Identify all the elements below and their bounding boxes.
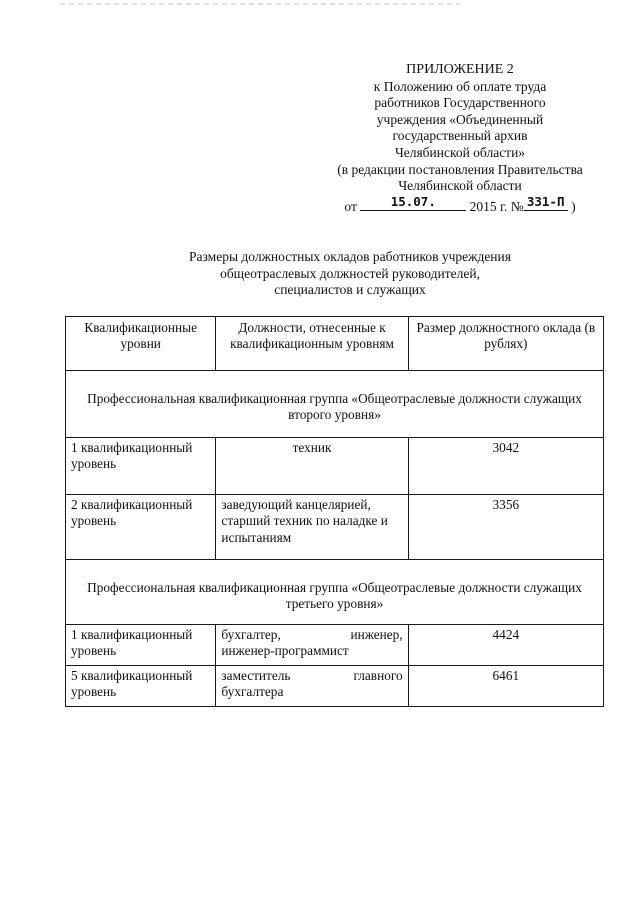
order-closing-paren: ) xyxy=(571,198,576,214)
positions-line xyxy=(221,668,402,684)
cell-positions xyxy=(216,666,408,707)
salary-table xyxy=(65,316,604,707)
scan-edge-artifact xyxy=(60,3,460,5)
group-title-row xyxy=(66,371,604,438)
cell-salary: 6461 xyxy=(408,666,603,707)
positions-line xyxy=(221,627,402,643)
heading-line: Размеры должностных окладов работников учреждения xyxy=(189,249,511,264)
order-date-stamp: 15.07. xyxy=(390,193,436,209)
position-word: главного xyxy=(353,668,403,683)
cell-positions: заведующий канцелярией, старший техник по наладке и испытаниям xyxy=(216,495,408,560)
appendix-line: учреждения «Объединенный xyxy=(376,111,544,127)
table-row xyxy=(66,625,604,666)
group-title: Профессиональная квалификационная группа «Общеотраслевые должности служащих второго уровня» xyxy=(66,371,604,438)
order-number-stamp: 331-П xyxy=(526,193,565,209)
order-number-blank xyxy=(524,195,568,211)
table-row xyxy=(66,438,604,495)
header-salary: Размер должностного оклада (в рублях) xyxy=(408,317,603,371)
cell-level: 5 квалификационный уровень xyxy=(66,666,216,707)
table-row xyxy=(66,495,604,560)
cell-level: 2 квалификационный уровень xyxy=(66,495,216,560)
group-title: Профессиональная квалификационная группа «Общеотраслевые должности служащих третьего уровня» xyxy=(66,560,604,625)
cell-salary: 3356 xyxy=(408,495,603,560)
order-from-label: от xyxy=(344,198,357,214)
order-date-blank xyxy=(360,195,466,211)
position-word: бухгалтер, xyxy=(221,627,281,642)
appendix-line: Челябинской области xyxy=(398,178,522,194)
document-heading xyxy=(100,249,600,299)
heading-line: общеотраслевых должностей руководителей, xyxy=(220,265,480,281)
appendix-line: работников Государственного xyxy=(374,95,546,111)
order-reference xyxy=(300,195,620,216)
cell-salary: 3042 xyxy=(408,438,603,495)
cell-positions xyxy=(216,625,408,666)
table-row xyxy=(66,666,604,707)
cell-salary: 4424 xyxy=(408,625,603,666)
header-positions: Должности, отнесенные к квалификационным уровням xyxy=(216,317,408,371)
table-header-row xyxy=(66,317,604,371)
cell-positions: техник xyxy=(216,438,408,495)
positions-line: бухгалтера xyxy=(221,684,284,700)
appendix-line: государственный архив xyxy=(392,128,528,144)
group-title-row xyxy=(66,560,604,625)
cell-level: 1 квалификационный уровень xyxy=(66,625,216,666)
cell-level: 1 квалификационный уровень xyxy=(66,438,216,495)
position-word: инженер, xyxy=(350,627,403,642)
appendix-title: ПРИЛОЖЕНИЕ 2 xyxy=(406,62,514,77)
appendix-line: к Положению об оплате труда xyxy=(373,78,547,94)
order-year-text: 2015 г. № xyxy=(469,198,524,214)
position-word: заместитель xyxy=(221,668,291,683)
header-levels: Квалификационные уровни xyxy=(66,317,216,371)
appendix-line: Челябинской области» xyxy=(394,144,526,160)
appendix-block xyxy=(300,62,620,215)
positions-line: инженер-программист xyxy=(221,643,349,659)
heading-line: специалистов и служащих xyxy=(274,282,426,298)
appendix-line: (в редакции постановления Правительства xyxy=(337,161,583,177)
